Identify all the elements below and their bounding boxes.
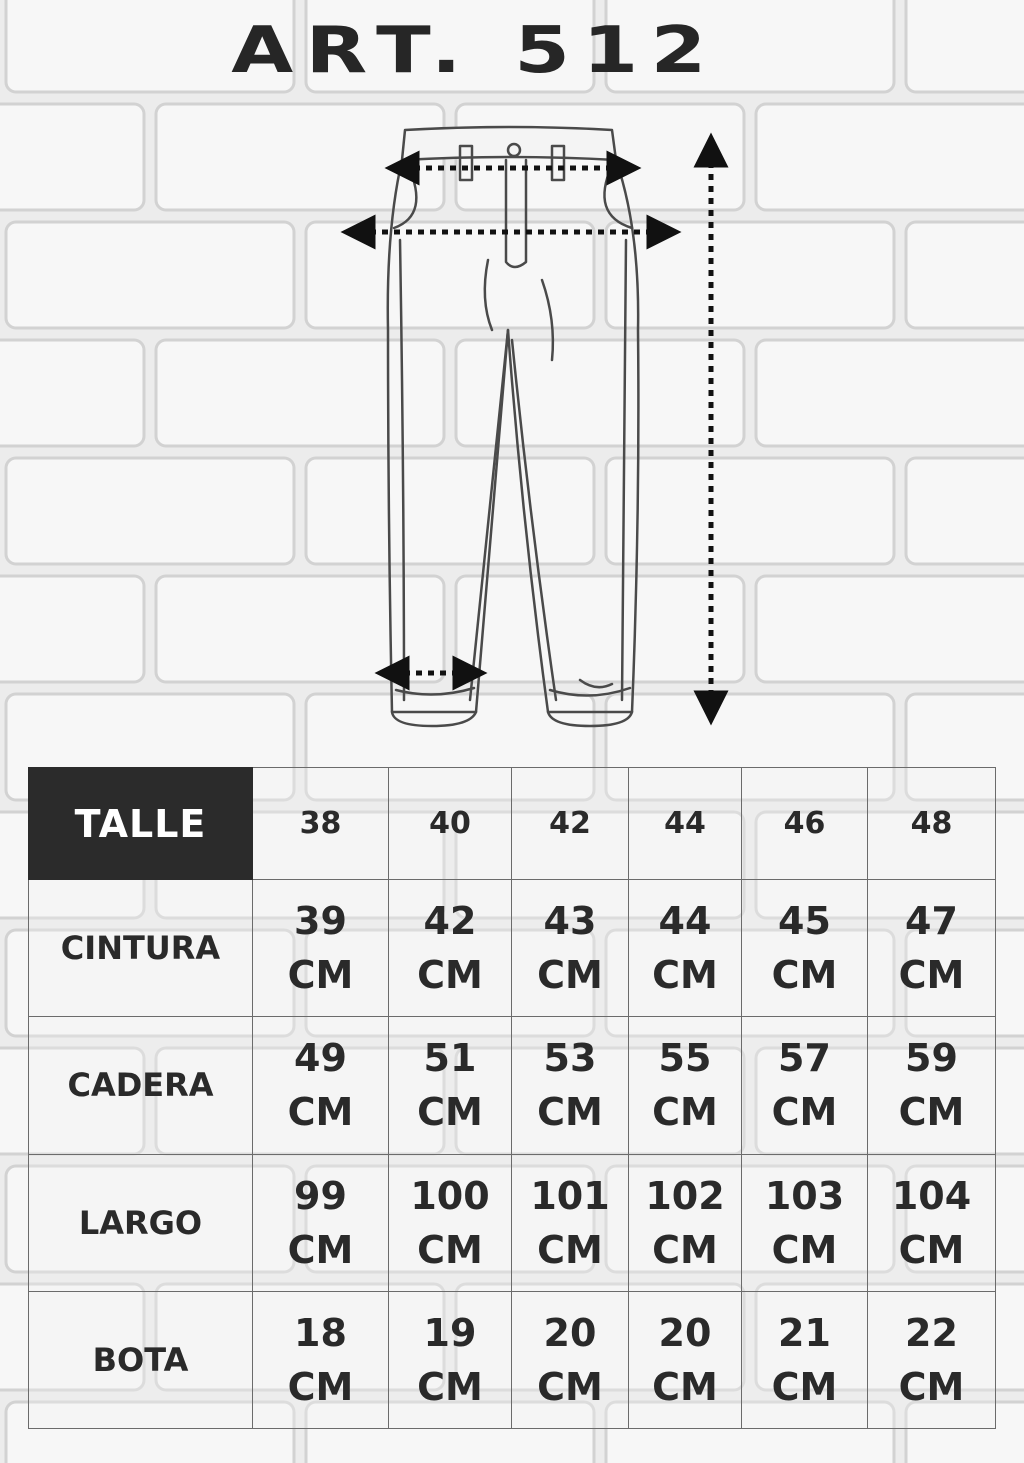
measurement-unit: CM xyxy=(652,1364,718,1409)
measurement-unit: CM xyxy=(287,1364,354,1409)
measurement-value: 42 xyxy=(423,899,477,944)
measurement-unit: CM xyxy=(898,1090,965,1135)
measurement-unit: CM xyxy=(537,1364,603,1409)
size-38-header: 38 xyxy=(253,768,389,880)
measurement-cell xyxy=(512,1291,629,1428)
measurement-value: 21 xyxy=(778,1310,831,1355)
measurement-value: 53 xyxy=(543,1036,597,1081)
measurement-cell xyxy=(629,1154,742,1291)
measurement-unit: CM xyxy=(417,1090,483,1135)
measurement-value: 104 xyxy=(891,1173,972,1218)
measurement-cell xyxy=(253,1154,389,1291)
measurement-cell xyxy=(868,1154,996,1291)
measurement-value: 22 xyxy=(905,1310,958,1355)
measurement-cell xyxy=(253,880,389,1017)
measurement-value: 18 xyxy=(294,1310,347,1355)
measurement-unit: CM xyxy=(898,953,965,998)
measurement-cell xyxy=(868,880,996,1017)
measurement-unit: CM xyxy=(771,1364,838,1409)
measurement-value: 19 xyxy=(423,1310,477,1355)
measurement-cell xyxy=(512,1154,629,1291)
measurement-unit: CM xyxy=(287,1227,354,1272)
measurement-value: 102 xyxy=(645,1173,725,1218)
measurement-value: 99 xyxy=(294,1173,347,1218)
measurement-cell xyxy=(742,1154,868,1291)
measurement-cell xyxy=(742,1291,868,1428)
measurement-unit: CM xyxy=(537,1090,603,1135)
size-44-header: 44 xyxy=(629,768,742,880)
table-row xyxy=(29,1017,996,1154)
measurement-value: 39 xyxy=(294,899,347,944)
size-48-header: 48 xyxy=(868,768,996,880)
measurement-value: 59 xyxy=(905,1036,958,1081)
article-title: ART. 512 xyxy=(231,14,719,88)
row-label-bota: BOTA xyxy=(29,1291,253,1428)
size-40-header: 40 xyxy=(389,768,512,880)
measurement-cell xyxy=(512,1017,629,1154)
row-label-largo: LARGO xyxy=(29,1154,253,1291)
measurement-unit: CM xyxy=(287,1090,354,1135)
measurement-unit: CM xyxy=(417,953,483,998)
measurement-value: 20 xyxy=(543,1310,597,1355)
measurement-cell xyxy=(389,1017,512,1154)
measurement-value: 100 xyxy=(410,1173,490,1218)
measurement-unit: CM xyxy=(771,1227,838,1272)
table-row xyxy=(29,880,996,1017)
row-label-cadera: CADERA xyxy=(29,1017,253,1154)
measurement-cell xyxy=(868,1017,996,1154)
measurement-cell xyxy=(389,880,512,1017)
table-row xyxy=(29,1291,996,1428)
measurement-value: 44 xyxy=(658,899,712,944)
measurement-unit: CM xyxy=(652,1227,718,1272)
measurement-value: 20 xyxy=(658,1310,712,1355)
measurement-unit: CM xyxy=(537,953,603,998)
measurement-value: 45 xyxy=(778,899,831,944)
size-header-row xyxy=(29,768,996,880)
measurement-unit: CM xyxy=(417,1364,483,1409)
measurement-cell xyxy=(629,1017,742,1154)
measurement-value: 57 xyxy=(778,1036,831,1081)
measurement-value: 49 xyxy=(294,1036,347,1081)
measurement-value: 101 xyxy=(530,1173,610,1218)
size-table xyxy=(28,767,996,1429)
measurement-value: 47 xyxy=(905,899,958,944)
measurement-unit: CM xyxy=(898,1227,965,1272)
measurement-unit: CM xyxy=(771,1090,838,1135)
measurement-unit: CM xyxy=(652,1090,718,1135)
measurement-value: 43 xyxy=(543,899,597,944)
measurement-cell xyxy=(629,880,742,1017)
measurement-unit: CM xyxy=(287,953,354,998)
measurement-unit: CM xyxy=(537,1227,603,1272)
measurement-value: 51 xyxy=(423,1036,477,1081)
measurement-value: 103 xyxy=(764,1173,845,1218)
measurement-unit: CM xyxy=(898,1364,965,1409)
table-row xyxy=(29,1154,996,1291)
talle-header: TALLE xyxy=(29,768,253,880)
measurement-cell xyxy=(629,1291,742,1428)
measurement-cell xyxy=(389,1291,512,1428)
measurement-cell xyxy=(742,1017,868,1154)
measurement-unit: CM xyxy=(417,1227,483,1272)
measurement-unit: CM xyxy=(652,953,718,998)
measurement-cell xyxy=(253,1017,389,1154)
measurement-unit: CM xyxy=(771,953,838,998)
measurement-cell xyxy=(253,1291,389,1428)
measurement-cell xyxy=(742,880,868,1017)
measurement-cell xyxy=(868,1291,996,1428)
measurement-cell xyxy=(389,1154,512,1291)
measurement-value: 55 xyxy=(658,1036,712,1081)
measurement-cell xyxy=(512,880,629,1017)
row-label-cintura: CINTURA xyxy=(29,880,253,1017)
size-46-header: 46 xyxy=(742,768,868,880)
size-42-header: 42 xyxy=(512,768,629,880)
